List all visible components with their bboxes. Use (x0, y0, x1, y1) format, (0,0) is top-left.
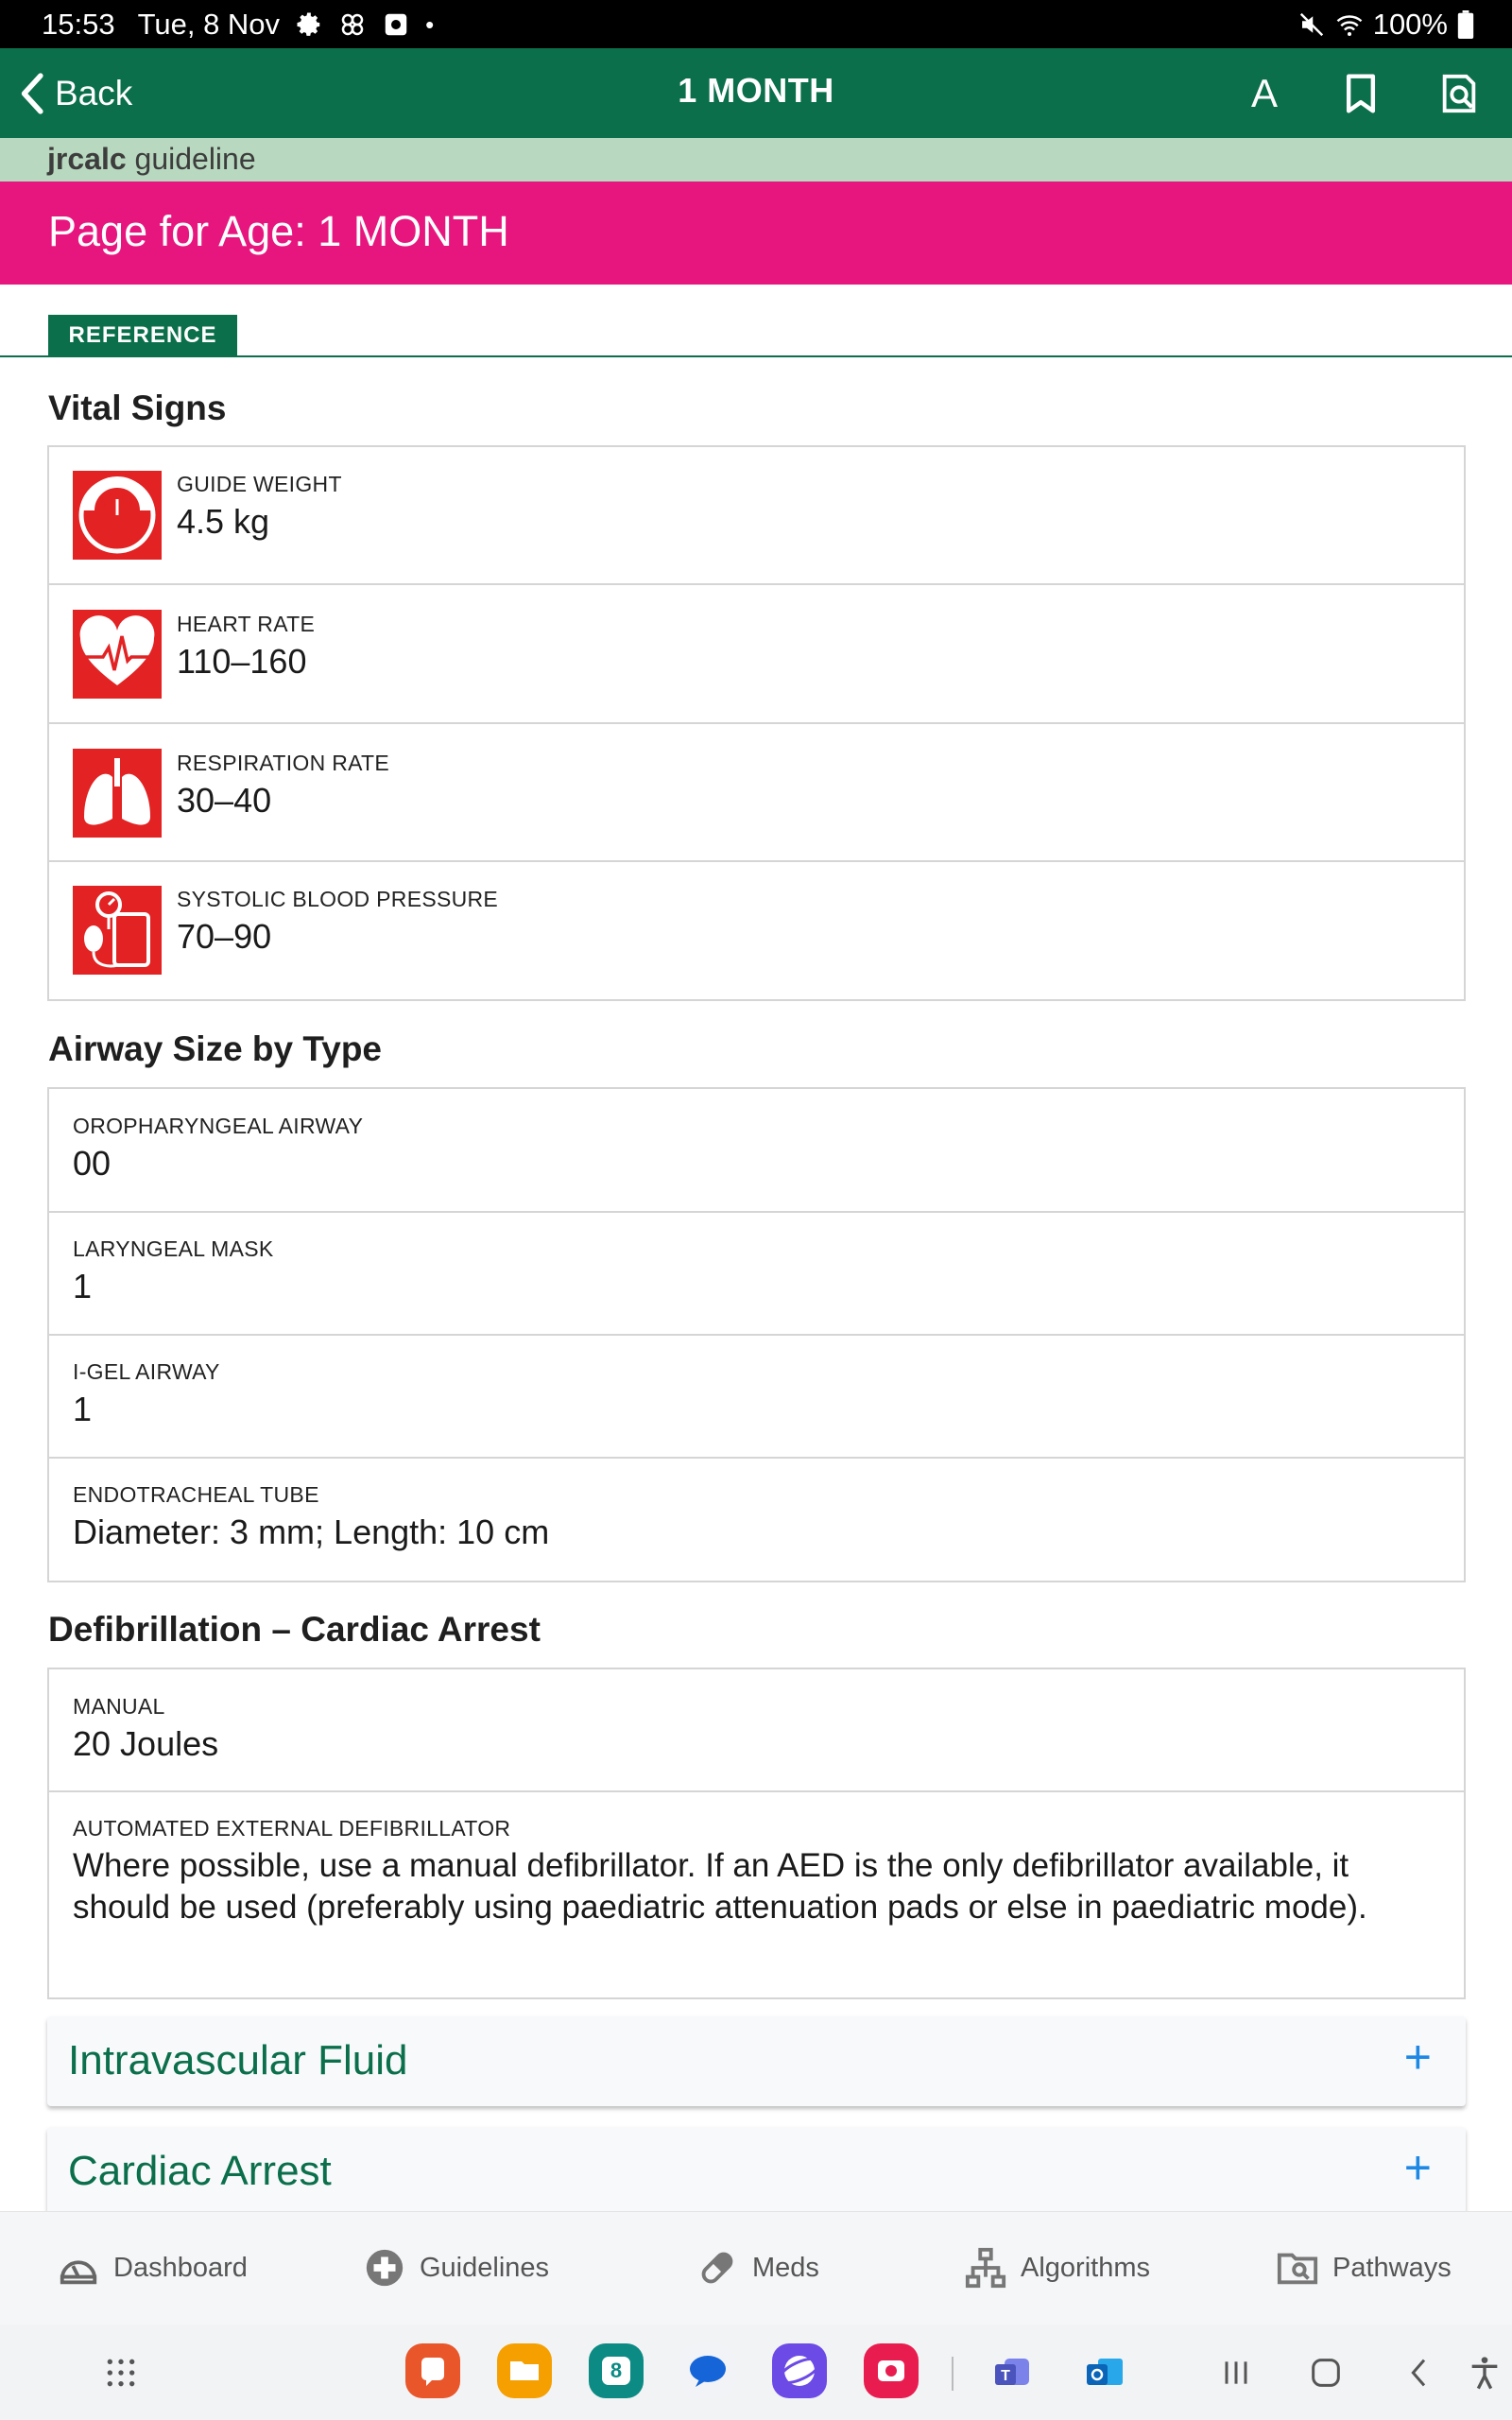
accordion-title: Cardiac Arrest (68, 2148, 332, 2194)
settings-gear-icon (295, 10, 323, 39)
accessibility-icon (1466, 2354, 1503, 2392)
notification-dot-icon: • (425, 9, 435, 39)
system-back-button[interactable] (1396, 2349, 1443, 2396)
airway-value: 00 (73, 1144, 112, 1183)
guidelines-icon (363, 2246, 406, 2290)
nav-label: Dashboard (113, 2252, 248, 2283)
app-grid-icon (102, 2354, 140, 2392)
accordion-intravascular-fluid[interactable] (47, 2016, 1466, 2106)
bookmark-icon (1343, 73, 1379, 114)
teams-app-icon[interactable] (986, 2343, 1040, 2398)
nav-pathways[interactable] (1276, 2246, 1452, 2290)
section-title-defibrillation: Defibrillation – Cardiac Arrest (48, 1610, 541, 1649)
blood-pressure-icon (73, 886, 162, 975)
pinwheel-icon (338, 10, 367, 39)
internet-app-icon[interactable] (772, 2343, 827, 2398)
vital-row-heart-rate (49, 585, 1464, 724)
tab-divider (0, 355, 1512, 357)
heart-rate-icon (73, 610, 162, 699)
airway-card (47, 1087, 1466, 1582)
meds-icon (696, 2246, 739, 2290)
page-title-banner (0, 182, 1512, 285)
nav-label: Algorithms (1021, 2252, 1150, 2283)
vital-value: 110–160 (177, 642, 307, 681)
my-files-app-icon[interactable] (497, 2343, 552, 2398)
nav-label: Guidelines (420, 2252, 550, 2283)
notes-app-icon[interactable] (405, 2343, 460, 2398)
airway-row (49, 1213, 1464, 1336)
defib-label: AUTOMATED EXTERNAL DEFIBRILLATOR (73, 1816, 511, 1841)
plus-icon: + (1403, 2141, 1432, 2194)
dock-divider (952, 2357, 954, 2391)
bookmark-button[interactable] (1332, 65, 1389, 122)
section-title-airway: Airway Size by Type (48, 1029, 382, 1068)
defibrillation-card (47, 1668, 1466, 1999)
page-title: Page for Age: 1 MONTH (48, 207, 509, 255)
mute-icon (1297, 10, 1326, 39)
plus-icon: + (1403, 2031, 1432, 2083)
vital-value: 4.5 kg (177, 502, 270, 541)
section-title-vital-signs: Vital Signs (48, 389, 227, 427)
guideline-brand: jrcalc (47, 142, 127, 176)
guideline-label (47, 142, 256, 177)
back-label: Back (55, 74, 133, 112)
battery-percent: 100% (1372, 8, 1448, 41)
bottom-navigation (0, 2211, 1512, 2325)
system-dock (0, 2325, 1512, 2420)
screen-record-icon (382, 10, 410, 39)
vital-row-guide-weight (49, 447, 1464, 585)
status-bar (0, 0, 1512, 48)
accordion-cardiac-arrest[interactable] (47, 2127, 1466, 2221)
accessibility-button[interactable] (1461, 2349, 1508, 2396)
defib-label: MANUAL (73, 1694, 165, 1719)
defib-value: 20 Joules (73, 1724, 219, 1763)
nav-dashboard[interactable] (57, 2246, 248, 2290)
vital-value: 30–40 (177, 781, 272, 820)
back-arrow-icon (1400, 2354, 1438, 2392)
nav-meds[interactable] (696, 2246, 819, 2290)
nav-label: Pathways (1332, 2252, 1452, 2283)
calendar-app-icon[interactable] (589, 2343, 644, 2398)
accordion-title: Intravascular Fluid (68, 2037, 408, 2083)
airway-value: 1 (73, 1267, 93, 1305)
font-size-icon: A (1250, 71, 1278, 115)
vital-label: RESPIRATION RATE (177, 751, 390, 775)
app-header (0, 48, 1512, 138)
airway-value: Diameter: 3 mm; Length: 10 cm (73, 1512, 550, 1551)
defib-row (49, 1792, 1464, 1997)
home-icon (1307, 2354, 1345, 2392)
dashboard-icon (57, 2246, 100, 2290)
airway-value: 1 (73, 1390, 93, 1428)
vital-row-systolic-bp (49, 862, 1464, 999)
lungs-icon (73, 749, 162, 838)
nav-guidelines[interactable] (363, 2246, 549, 2290)
calendar-day: 8 (602, 2357, 630, 2385)
airway-label: ENDOTRACHEAL TUBE (73, 1482, 319, 1507)
vital-value: 70–90 (177, 917, 272, 956)
airway-label: OROPHARYNGEAL AIRWAY (73, 1114, 364, 1138)
scale-icon (73, 471, 162, 560)
airway-label: LARYNGEAL MASK (73, 1236, 274, 1261)
nav-algorithms[interactable] (964, 2246, 1150, 2290)
app-drawer-button[interactable] (97, 2349, 145, 2396)
algorithms-icon (964, 2246, 1007, 2290)
status-time: 15:53 (42, 8, 115, 41)
recent-apps-button[interactable] (1212, 2349, 1260, 2396)
camera-app-icon[interactable] (864, 2343, 919, 2398)
vital-label: SYSTOLIC BLOOD PRESSURE (177, 887, 499, 911)
defib-value: Where possible, use a manual defibrillator. If an AED is the only defibrillator available, it should be used (preferably using paediatric attenuation pads or else in paediatric mode). (73, 1847, 1367, 1926)
airway-row (49, 1336, 1464, 1459)
home-button[interactable] (1302, 2349, 1349, 2396)
battery-icon (1457, 10, 1474, 39)
airway-label: I-GEL AIRWAY (73, 1359, 220, 1384)
wifi-icon (1335, 10, 1364, 39)
nav-label: Meds (752, 2252, 819, 2283)
defib-row (49, 1669, 1464, 1792)
messages-app-icon[interactable] (680, 2343, 735, 2398)
vital-row-respiration-rate (49, 724, 1464, 862)
airway-row (49, 1459, 1464, 1581)
svg-text:T: T (1001, 2368, 1010, 2384)
guideline-label-bar (0, 138, 1512, 182)
search-document-icon (1437, 71, 1481, 116)
page-header-title: 1 MONTH (678, 71, 834, 110)
vital-label: HEART RATE (177, 612, 316, 636)
guideline-text: guideline (134, 142, 256, 176)
vital-label: GUIDE WEIGHT (177, 472, 342, 496)
recent-apps-icon (1217, 2354, 1255, 2392)
pathways-icon (1276, 2246, 1319, 2290)
outlook-app-icon[interactable] (1077, 2343, 1132, 2398)
tab-reference[interactable]: REFERENCE (48, 315, 237, 355)
vital-signs-card (47, 445, 1466, 1001)
airway-row (49, 1089, 1464, 1213)
search-in-page-button[interactable] (1431, 65, 1487, 122)
font-size-button[interactable] (1236, 65, 1293, 122)
status-date: Tue, 8 Nov (137, 8, 281, 41)
